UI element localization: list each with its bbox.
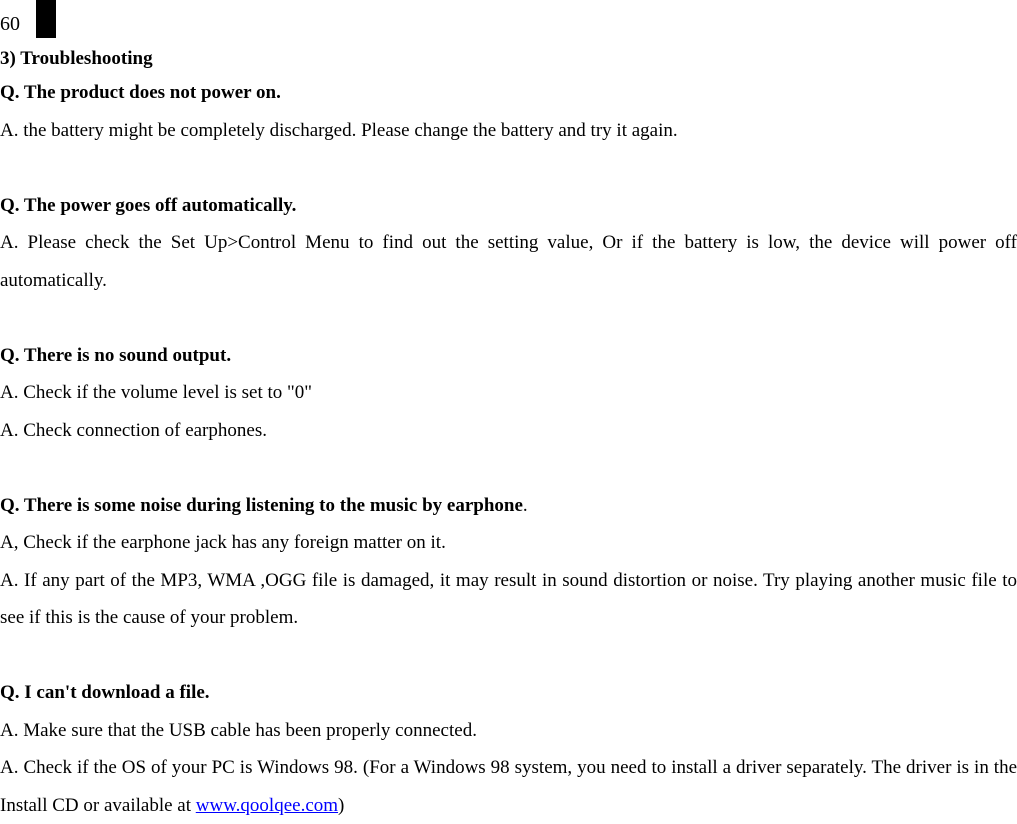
faq-answer: A. Check if the volume level is set to "0" [0,382,313,403]
spacer [0,449,1017,487]
spacer [0,637,1017,675]
page-marker-block [36,0,56,38]
faq-question: Q. I can't download a file. [0,682,210,703]
faq-question: Q. There is some noise during listening to the music by earphone [0,494,523,516]
faq-question-period: . [522,494,528,516]
faq-answer: A. the battery might be completely discharged. Please change the battery and try it again. [0,119,678,141]
faq-answer-text: A. Check if the OS of your PC is Windows 98. (For a Windows 98 system, you need to install a driver separately. The driver is in the Install CD or available at [0,757,1017,816]
faq-answer: A. If any part of the MP3, WMA ,OGG file is damaged, it may result in sound distortion or noise. Try playing another music file to see if this is the cause of your problem. [0,569,1017,628]
faq-item-power-off [0,187,1017,300]
faq-answer: A. Check connection of earphones. [0,419,267,441]
spacer [0,149,1017,187]
faq-question: Q. There is no sound output. [0,344,232,366]
faq-question: Q. The power goes off automatically. [0,194,297,216]
faq-answer: A. Make sure that the USB cable has been properly connected. [0,719,477,741]
page-header [0,0,120,40]
section-title: 3) Troubleshooting [0,48,153,69]
website-link[interactable]: www.qoolqee.com [195,794,339,816]
faq-question-line [0,487,1017,525]
faq-item-power-on [0,74,1017,149]
troubleshooting-section [0,44,1017,824]
spacer [0,299,1017,337]
faq-answer: A. Please check the Set Up>Control Menu to find out the setting value, Or if the battery is low, the device will power off automatically. [0,232,1017,291]
page-number: 60 [0,13,20,35]
faq-answer-suffix: ) [338,794,345,816]
faq-item-noise [0,487,1017,637]
faq-item-no-sound [0,337,1017,450]
faq-item-download [0,674,1017,824]
faq-answer: A, Check if the earphone jack has any foreign matter on it. [0,532,446,553]
faq-question: Q. The product does not power on. [0,82,281,103]
faq-answer-with-link [0,749,1017,824]
